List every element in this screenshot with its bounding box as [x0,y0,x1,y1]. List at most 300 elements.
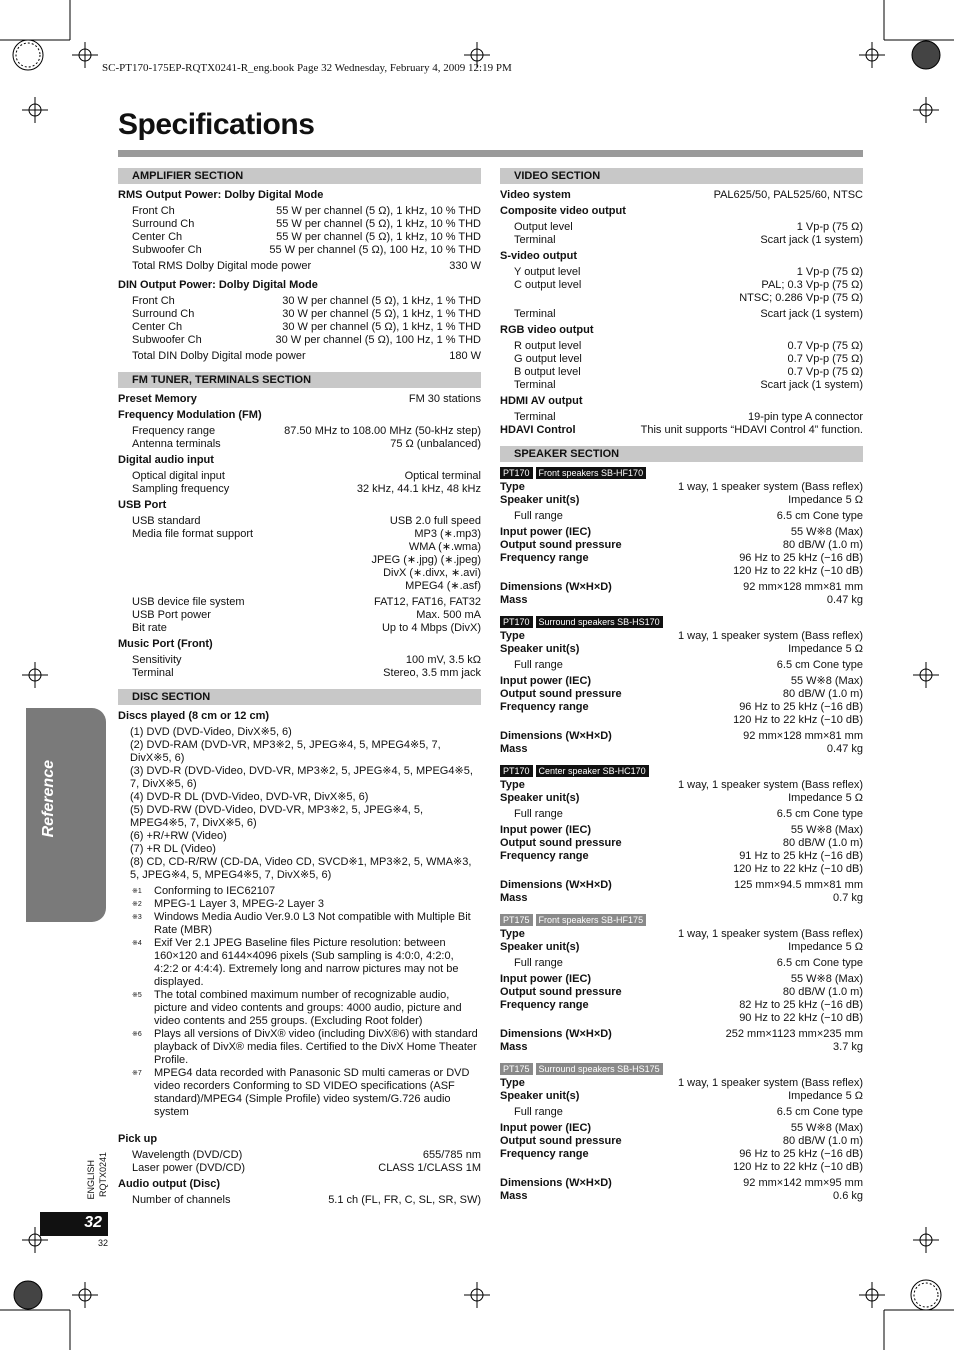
spec-label: Output sound pressure [500,1135,622,1147]
spec-value: 0.47 kg [826,743,863,755]
footer-language: ENGLISH [86,1160,96,1200]
page-number-box: 32 [40,1212,108,1236]
pickup-list [118,1149,481,1175]
spec-value: 80 dB/W (1.0 m) [782,837,863,849]
spec-label: Terminal [514,379,556,391]
composite-title: Composite video output [500,205,626,217]
spec-label: Sampling frequency [132,483,230,495]
spec-value: 1 way, 1 speaker system (Bass reflex) [677,1077,863,1089]
spec-row [118,244,481,257]
spec-value: 1 way, 1 speaker system (Bass reflex) [677,928,863,940]
spec-row [500,792,863,805]
footnote-text: Windows Media Audio Ver.9.0 L3 Not compatible with Multiple Bit Rate (MBR) [154,911,471,936]
spec-label: HDAVI Control [500,424,576,436]
spec-row [118,231,481,244]
spec-row [500,481,863,494]
spec-row [500,526,863,539]
spec-label: Dimensions (W×H×D) [500,1177,612,1189]
hdmi-terminal-row [500,411,863,424]
spec-row [500,1161,863,1174]
spec-label: Laser power (DVD/CD) [132,1162,246,1174]
spec-row [118,308,481,321]
spec-label: USB Port power [132,609,211,621]
spec-value: 80 dB/W (1.0 m) [782,688,863,700]
footnote [118,989,481,1028]
spec-label: Y output level [514,266,581,278]
spec-label: Input power (IEC) [500,675,592,687]
spec-row [500,941,863,954]
spec-row [500,510,863,523]
right-column [500,165,863,1209]
spec-row [118,321,481,334]
amplifier-section-heading: AMPLIFIER SECTION [118,168,481,184]
spec-row [500,1148,863,1161]
rgb-title: RGB video output [500,324,594,336]
svideo-y-row [500,266,863,279]
spec-label: Full range [514,659,563,671]
spec-label: Speaker unit(s) [500,643,580,655]
footnote-mark: ※5 [132,992,142,999]
spec-label: Frequency range [500,999,589,1011]
spec-label: C output level [514,279,582,291]
model-tag: PT170 [500,467,533,479]
spec-label: Number of channels [132,1194,231,1206]
spacer [500,607,863,613]
speaker-name-tag: Surround speakers SB-HS175 [536,1063,663,1075]
spec-value: 125 mm×94.5 mm×81 mm [734,879,863,891]
spec-value: USB 2.0 full speed [389,515,481,527]
format-list [259,528,481,593]
spec-label: Output sound pressure [500,688,622,700]
footnote-text: Conforming to IEC62107 [154,885,276,897]
spec-value: Scart jack (1 system) [760,379,863,391]
composite-list [500,221,863,247]
video-section-heading: VIDEO SECTION [500,168,863,184]
spec-value: FAT12, FAT16, FAT32 [374,596,481,608]
spec-value: Impedance 5 Ω [788,792,863,804]
spec-value: 32 kHz, 44.1 kHz, 48 kHz [356,483,481,495]
footnote-text: Exif Ver 2.1 JPEG Baseline files Picture resolution: between 160×120 and 6144×4096 pixels (Sub sampling is 4:0:0, 4:2:0, 4:2:2 or 4:4:4). Extremely long and narrow pictures may not be displayed. [154,937,459,988]
spec-value: 55 W※8 (Max) [790,1122,863,1134]
spec-value: 19-pin type A connector [748,411,863,423]
spec-value: 82 Hz to 25 kHz (−16 dB) [739,999,863,1011]
footnote-text: The total combined maximum number of recognizable audio, picture and video contents and groups: 4000 audio, picture and video contents and 255 groups. (Excluding Root folder) [154,989,462,1027]
reference-side-label: Reference [40,760,57,838]
spec-value: This unit supports “HDAVI Control 4” function. [640,424,863,436]
spec-value: 92 mm×142 mm×95 mm [743,1177,863,1189]
footnote [118,911,481,937]
spec-value: 96 Hz to 25 kHz (−16 dB) [739,552,863,564]
spec-label: Surround Ch [132,218,195,230]
music-port-title: Music Port (Front) [118,638,213,650]
spec-value: 30 W per channel (5 Ω), 100 Hz, 1 % THD [275,334,481,346]
spec-value: 6.5 cm Cone type [776,808,863,820]
spec-value: CLASS 1/CLASS 1M [378,1162,481,1174]
speaker-tag-row [500,467,863,479]
speaker-tag-row [500,765,863,777]
spec-value: 5.1 ch (FL, FR, C, SL, SR, SW) [328,1194,481,1206]
page-title: Specifications [118,108,315,141]
spec-value: 0.7 Vp-p (75 Ω) [787,366,863,378]
speaker-block [500,616,863,762]
footnote-mark: ※6 [132,1031,142,1038]
spec-value: 30 W per channel (5 Ω), 1 kHz, 1 % THD [282,308,481,320]
spec-label: Center Ch [132,321,183,333]
spec-row [118,609,481,622]
spec-row [500,1190,863,1203]
spec-label: Mass [500,892,528,904]
fm-title: Frequency Modulation (FM) [118,409,262,421]
spec-label: Full range [514,1106,563,1118]
hdavi-row [500,424,863,437]
spec-row [500,643,863,656]
spec-value: 0.7 Vp-p (75 Ω) [787,340,863,352]
spec-value: 6.5 cm Cone type [776,659,863,671]
spec-label: Speaker unit(s) [500,941,580,953]
spec-value: 55 W※8 (Max) [790,526,863,538]
speaker-block [500,1063,863,1209]
spec-row [118,295,481,308]
model-tag: PT175 [500,1063,533,1075]
spec-label: USB standard [132,515,201,527]
spec-value: 0.7 kg [833,892,863,904]
spec-row [500,539,863,552]
spec-label: Terminal [514,308,556,320]
svideo-terminal-row [500,308,863,321]
spec-label: G output level [514,353,582,365]
spec-label: Mass [500,743,528,755]
spec-row [118,622,481,635]
disc-type-item: (2) DVD-RAM (DVD-VR, MP3※2, 5, JPEG※4, 5, MPEG4※5, 7, DivX※5, 6) [130,739,441,764]
din-total-row [118,350,481,363]
music-port-list [118,654,481,680]
spec-value: Stereo, 3.5 mm jack [383,667,481,679]
usb-format-row [118,528,481,593]
spec-label: Optical digital input [132,470,225,482]
spec-label: Speaker unit(s) [500,494,580,506]
spec-label: Full range [514,510,563,522]
footnote-mark: ※4 [132,940,142,947]
spec-row [500,1177,863,1190]
spec-label: Media file format support [132,528,254,540]
spec-label: Dimensions (W×H×D) [500,581,612,593]
spec-row [500,779,863,792]
spec-row [500,366,863,379]
usb-list [118,596,481,635]
spec-value: 92 mm×128 mm×81 mm [743,730,863,742]
spec-value: 0.47 kg [826,594,863,606]
model-tag: PT170 [500,765,533,777]
footnote [118,1067,481,1119]
spec-value: 0.6 kg [833,1190,863,1202]
spec-row [118,470,481,483]
spec-value: 80 dB/W (1.0 m) [782,539,863,551]
svideo-title: S-video output [500,250,577,262]
spec-row [500,701,863,714]
spec-value: 655/785 nm [422,1149,481,1161]
spec-value: 55 W※8 (Max) [790,675,863,687]
spec-row [500,353,863,366]
spec-row [500,1012,863,1025]
spec-row [500,594,863,607]
spec-value: 1 way, 1 speaker system (Bass reflex) [677,481,863,493]
disc-type-item: (5) DVD-RW (DVD-Video, DVD-VR, MP3※2, 5, JPEG※4, 5, MPEG4※5, 7, DivX※5, 6) [130,804,424,829]
spec-value: Up to 4 Mbps (DivX) [381,622,481,634]
spec-label: Video system [500,189,571,201]
format-item: DivX (∗.divx, ∗.avi) [383,567,481,579]
svideo-c2-row [500,292,863,305]
spec-value: 90 Hz to 22 kHz (−10 dB) [739,1012,863,1024]
spec-row [500,714,863,727]
spec-row [118,218,481,231]
footnote [118,885,481,898]
speaker-name-tag: Surround speakers SB-HS170 [536,616,663,628]
spec-row [500,1090,863,1103]
spec-label: Type [500,928,525,940]
spec-row [500,892,863,905]
disc-type-item: (4) DVD-R DL (DVD-Video, DVD-VR, DivX※5, 6) [130,791,369,803]
spec-value: 80 dB/W (1.0 m) [782,1135,863,1147]
footnote-mark: ※3 [132,914,142,921]
spec-row [500,494,863,507]
spec-label: Subwoofer Ch [132,334,202,346]
footnote-mark: ※2 [132,901,142,908]
spec-value: 55 W per channel (5 Ω), 1 kHz, 10 % THD [276,205,481,217]
spec-label: Front Ch [132,295,175,307]
spec-row [118,1162,481,1175]
rgb-list [500,340,863,392]
spec-row [500,999,863,1012]
spec-row [118,1194,481,1207]
footnote [118,1028,481,1067]
title-rule [118,150,863,157]
disc-type-item: (8) CD, CD-R/RW (CD-DA, Video CD, SVCD※1, MP3※2, 5, WMA※3, 5, JPEG※4, 5, MPEG4※5, 7, DivX※5, 6) [130,856,472,881]
spec-value: Impedance 5 Ω [788,941,863,953]
spec-value: 330 W [449,260,481,272]
spec-row [500,581,863,594]
spec-label: Input power (IEC) [500,824,592,836]
spec-label: Center Ch [132,231,183,243]
preset-row [118,393,481,406]
spec-label: Type [500,1077,525,1089]
spec-label: Antenna terminals [132,438,221,450]
spec-row [118,425,481,438]
spec-value: 0.7 Vp-p (75 Ω) [787,353,863,365]
spec-label: Type [500,630,525,642]
spec-value: 80 dB/W (1.0 m) [782,986,863,998]
spec-label: Frequency range [500,701,589,713]
disc-type-item: (1) DVD (DVD-Video, DivX※5, 6) [130,726,292,738]
spec-label: Surround Ch [132,308,195,320]
usb-title: USB Port [118,499,167,511]
spec-label: Speaker unit(s) [500,1090,580,1102]
spec-label: Speaker unit(s) [500,792,580,804]
spec-value: PAL; 0.3 Vp-p (75 Ω) [761,279,863,291]
format-item: MPEG4 (∗.asf) [405,580,481,592]
spec-label: Terminal [514,234,556,246]
spec-value: Impedance 5 Ω [788,643,863,655]
spec-row [500,221,863,234]
spec-label: Subwoofer Ch [132,244,202,256]
spec-value: FM 30 stations [408,393,481,405]
spec-row [500,986,863,999]
page-number-small: 32 [98,1238,109,1248]
spec-label: Output level [514,221,573,233]
speaker-name-tag: Front speakers SB-HF170 [536,467,647,479]
spec-label: Mass [500,594,528,606]
spec-value: Impedance 5 Ω [788,494,863,506]
spec-label: Input power (IEC) [500,1122,592,1134]
spec-label: Bit rate [132,622,167,634]
spec-value: 55 W per channel (5 Ω), 100 Hz, 10 % THD [269,244,481,256]
spec-value: 30 W per channel (5 Ω), 1 kHz, 1 % THD [282,295,481,307]
din-title: DIN Output Power: Dolby Digital Mode [118,279,318,291]
format-item: MP3 (∗.mp3) [414,528,481,540]
disc-type-item: (7) +R DL (Video) [130,843,216,855]
spec-row [500,1041,863,1054]
spec-value: Optical terminal [404,470,481,482]
spec-value: 87.50 MHz to 108.00 MHz (50-kHz step) [284,425,481,437]
spec-label: Full range [514,957,563,969]
speaker-block [500,914,863,1060]
spec-value: 96 Hz to 25 kHz (−16 dB) [739,701,863,713]
spec-value: 91 Hz to 25 kHz (−16 dB) [739,850,863,862]
discs-played-title: Discs played (8 cm or 12 cm) [118,710,270,722]
spec-value: Impedance 5 Ω [788,1090,863,1102]
spec-value: 120 Hz to 22 kHz (−10 dB) [733,714,863,726]
spec-value: 120 Hz to 22 kHz (−10 dB) [733,863,863,875]
left-column [118,165,481,1207]
spec-label: USB device file system [132,596,245,608]
spec-value: 92 mm×128 mm×81 mm [743,581,863,593]
spec-row [118,654,481,667]
spec-row [118,596,481,609]
spec-row [500,552,863,565]
spec-value: 1 way, 1 speaker system (Bass reflex) [677,779,863,791]
spacer [500,1054,863,1060]
spec-row [500,234,863,247]
spec-row [118,205,481,218]
spec-value: Scart jack (1 system) [760,308,863,320]
spec-label: Type [500,481,525,493]
discs-played-list [118,726,481,882]
audio-output-list [118,1194,481,1207]
spec-row [500,1106,863,1119]
speaker-tag-row [500,1063,863,1075]
format-item: JPEG (∗.jpg) (∗.jpeg) [371,554,481,566]
speaker-tag-row [500,914,863,926]
spec-value: 120 Hz to 22 kHz (−10 dB) [733,565,863,577]
spec-row [500,659,863,672]
spec-row [118,438,481,451]
disc-type-item: (6) +R/+RW (Video) [130,830,227,842]
spec-row [500,863,863,876]
spec-label: Terminal [514,411,556,423]
spec-label: B output level [514,366,581,378]
spec-label: Front Ch [132,205,175,217]
spec-value: 6.5 cm Cone type [776,510,863,522]
spec-label: Mass [500,1041,528,1053]
spec-value: 100 mV, 3.5 kΩ [405,654,481,666]
speaker-block [500,467,863,613]
spec-label: Preset Memory [118,393,197,405]
spec-row [500,630,863,643]
spec-row [500,730,863,743]
speaker-name-tag: Front speakers SB-HF175 [536,914,647,926]
spec-row [500,879,863,892]
fm-list [118,425,481,451]
spec-label: Total RMS Dolby Digital mode power [132,260,312,272]
speaker-block [500,765,863,911]
spec-value: 55 W per channel (5 Ω), 1 kHz, 10 % THD [276,218,481,230]
spec-row [500,824,863,837]
spec-value: 55 W per channel (5 Ω), 1 kHz, 10 % THD [276,231,481,243]
disc-notes [118,885,481,1119]
spec-label: Frequency range [500,1148,589,1160]
spec-value: PAL625/50, PAL525/60, NTSC [713,189,863,201]
spec-label: Input power (IEC) [500,973,592,985]
spec-row [500,957,863,970]
model-tag: PT175 [500,914,533,926]
spec-value: 55 W※8 (Max) [790,973,863,985]
spec-row [500,850,863,863]
spec-value: 120 Hz to 22 kHz (−10 dB) [733,1161,863,1173]
print-header-line: SC-PT170-175EP-RQTX0241-R_eng.book Page 32 Wednesday, February 4, 2009 12:19 PM [102,62,512,74]
spec-row [500,928,863,941]
spec-row [500,1122,863,1135]
spec-row [500,675,863,688]
spec-label: Input power (IEC) [500,526,592,538]
spec-label: Dimensions (W×H×D) [500,879,612,891]
spec-label: Dimensions (W×H×D) [500,730,612,742]
video-system-row [500,189,863,202]
footnote-text: MPEG4 data recorded with Panasonic SD multi cameras or DVD video recorders Conforming to SD VIDEO specifications (ASF standard)/MPEG4 (Simple Profile) video system/G.726 audio system [154,1067,470,1118]
spacer [500,756,863,762]
spec-row [500,1028,863,1041]
spec-row [500,1077,863,1090]
speaker-tag-row [500,616,863,628]
spec-row [118,483,481,496]
footnote-text: MPEG-1 Layer 3, MPEG-2 Layer 3 [154,898,324,910]
footnote-mark: ※7 [132,1070,142,1077]
spec-label: Total DIN Dolby Digital mode power [132,350,306,362]
disc-type-item: (3) DVD-R (DVD-Video, DVD-VR, MP3※2, 5, JPEG※4, 5, MPEG4※5, 7, DivX※5, 6) [130,765,473,790]
spec-row [118,667,481,680]
din-list [118,295,481,347]
spec-value: 30 W per channel (5 Ω), 1 kHz, 1 % THD [282,321,481,333]
usb-standard-row [118,515,481,528]
spec-label: Wavelength (DVD/CD) [132,1149,243,1161]
spec-row [500,1135,863,1148]
spec-value: 1 Vp-p (75 Ω) [796,266,863,278]
spec-label: Dimensions (W×H×D) [500,1028,612,1040]
disc-section-heading: DISC SECTION [118,689,481,705]
reference-side-tab [26,708,106,922]
spec-label: Full range [514,808,563,820]
spec-label: Frequency range [500,850,589,862]
footnote [118,937,481,989]
spec-value: NTSC; 0.286 Vp-p (75 Ω) [739,292,863,304]
spec-row [500,837,863,850]
spec-value: 252 mm×1123 mm×235 mm [725,1028,863,1040]
spec-label: Mass [500,1190,528,1202]
spec-label: R output level [514,340,582,352]
spec-row [500,688,863,701]
spec-value: 6.5 cm Cone type [776,957,863,969]
audio-output-title: Audio output (Disc) [118,1178,221,1190]
spec-value: 180 W [449,350,481,362]
speaker-blocks [500,467,863,1209]
